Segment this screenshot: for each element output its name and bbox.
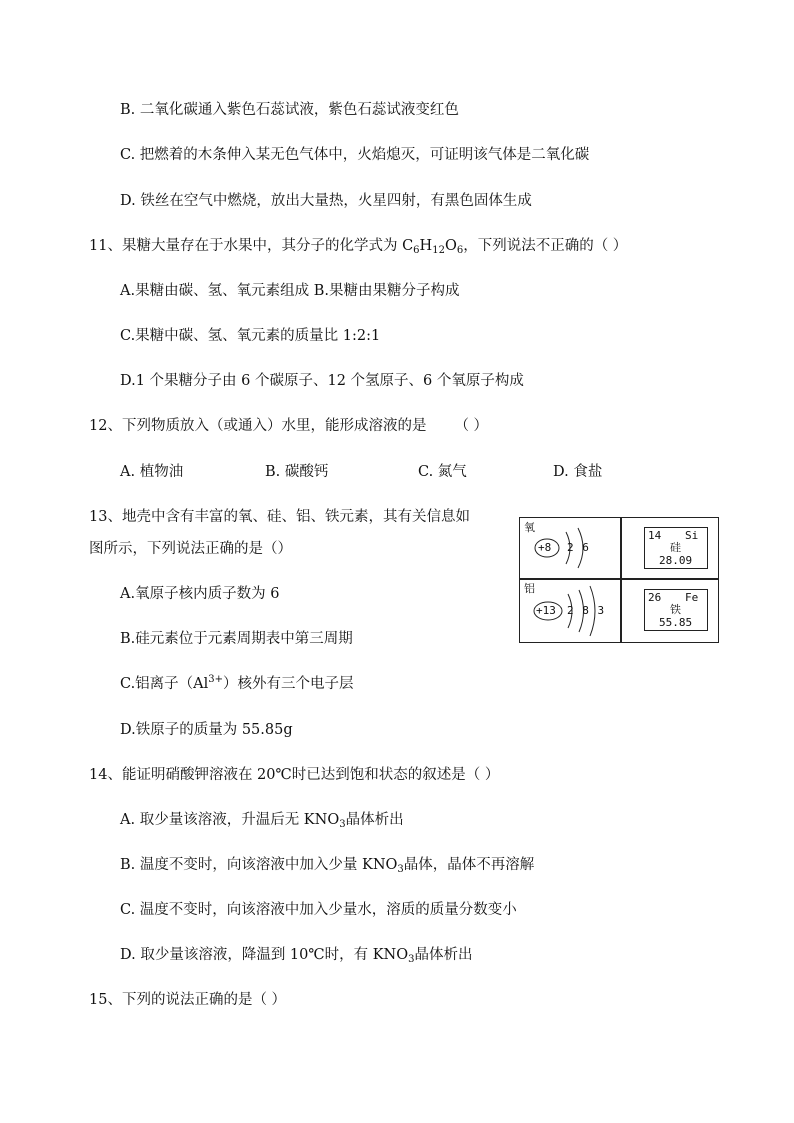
iron-tile — [644, 589, 708, 631]
aluminum-label: 铝 — [524, 582, 535, 595]
oxygen-electron-shells: 2 6 — [567, 541, 590, 554]
q11-options-a-b: A.果糖由碳、氢、氧元素组成 B.果糖由果糖分子构成 — [120, 283, 460, 299]
q12-option-a: A. 植物油 — [120, 464, 184, 480]
q11-option-c: C.果糖中碳、氢、氧元素的质量比 1:2:1 — [120, 328, 381, 344]
silicon-tile — [644, 527, 708, 569]
q14-stem: 14、能证明硝酸钾溶液在 20℃时已达到饱和状态的叙述是（ ） — [89, 767, 500, 783]
element-info-figure — [519, 517, 719, 643]
q12-option-c: C. 氮气 — [418, 464, 467, 480]
q10-option-b: B. 二氧化碳通入紫色石蕊试液，紫色石蕊试液变红色 — [120, 102, 459, 118]
figure-vertical-divider — [620, 518, 622, 642]
iron-atomic-number: 26 — [648, 591, 662, 604]
q14-option-d: D. 取少量该溶液，降温到 10℃时，有 $KNO_3$晶体析出 — [120, 947, 473, 965]
atom-diagrams — [520, 518, 620, 644]
q12-option-d: D. 食盐 — [553, 464, 603, 480]
silicon-atomic-mass: 28.09 — [659, 554, 693, 567]
silicon-symbol: Si — [685, 529, 699, 542]
q14-option-b: B. 温度不变时，向该溶液中加入少量 $KNO_3$晶体，晶体不再溶解 — [120, 857, 535, 875]
q10-option-d: D. 铁丝在空气中燃烧，放出大量热，火星四射，有黑色固体生成 — [120, 193, 532, 209]
silicon-name: 硅 — [670, 541, 681, 554]
q11-stem: 11、果糖大量存在于水果中，其分子的化学式为 $C_6H_{12}O_6$，下列说法不正确的（ ） — [89, 238, 628, 256]
q13-option-a: A.氧原子核内质子数为 6 — [120, 586, 280, 602]
q13-option-d: D.铁原子的质量为 55.85g — [120, 722, 293, 738]
iron-name: 铁 — [670, 603, 681, 616]
q12-option-b: B. 碳酸钙 — [265, 464, 329, 480]
q12-options — [0, 462, 794, 482]
q12-stem: 12、下列物质放入（或通入）水里，能形成溶液的是 （ ） — [89, 418, 489, 434]
q13-stem-line1: 13、地壳中含有丰富的氧、硅、铝、铁元素，其有关信息如 — [89, 509, 470, 525]
iron-symbol: Fe — [685, 591, 699, 604]
q10-option-c: C. 把燃着的木条伸入某无色气体中，火焰熄灭，可证明该气体是二氧化碳 — [120, 147, 590, 163]
oxygen-nucleus: +8 — [538, 541, 552, 554]
q11-option-d: D.1 个果糖分子由 6 个碳原子、12 个氢原子、6 个氧原子构成 — [120, 373, 524, 389]
q15-stem: 15、下列的说法正确的是（ ） — [89, 992, 287, 1008]
fructose-formula: $C_6H_{12}O_6$ — [402, 238, 464, 256]
aluminum-electron-shells: 2 8 3 — [567, 604, 606, 617]
q13-option-c: C.铝离子$(Al^{3+})$核外有三个电子层 — [120, 674, 354, 692]
q14-option-a: A. 取少量该溶液，升温后无 $KNO_3$晶体析出 — [120, 812, 404, 830]
q14-option-c: C. 温度不变时，向该溶液中加入少量水，溶质的质量分数变小 — [120, 902, 517, 918]
q12-answer-paren: （ ） — [454, 418, 489, 434]
q13-stem-line2: 图所示，下列说法正确的是（） — [89, 541, 292, 557]
iron-atomic-mass: 55.85 — [659, 616, 693, 629]
silicon-atomic-number: 14 — [648, 529, 662, 542]
aluminum-nucleus: +13 — [536, 604, 556, 617]
q13-option-b: B.硅元素位于元素周期表中第三周期 — [120, 631, 353, 647]
oxygen-label: 氧 — [524, 521, 535, 534]
